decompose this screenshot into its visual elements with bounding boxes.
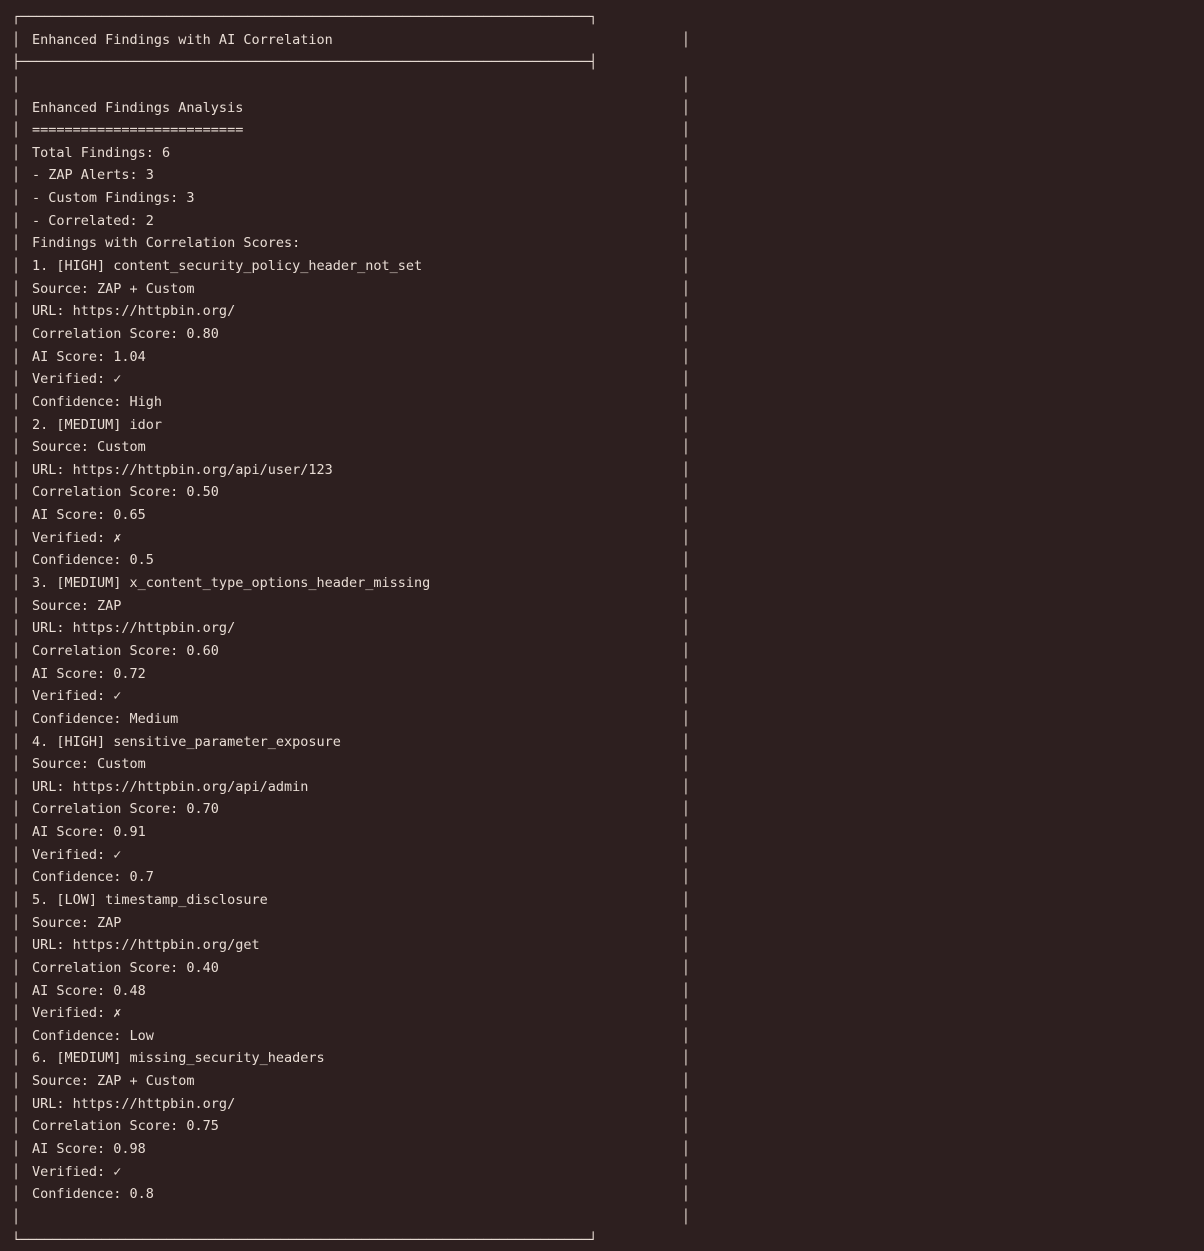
- panel-title-row: [12, 29, 690, 52]
- panel-body-row: [12, 912, 690, 935]
- panel-left-bar: │: [12, 937, 21, 954]
- panel-right-bar: │: [681, 824, 690, 841]
- panel-body-row: [12, 436, 690, 459]
- panel-body-row: [12, 481, 690, 504]
- panel-body-line: Correlation Score: 0.60: [32, 642, 219, 659]
- panel-body-line: Correlation Score: 0.50: [32, 484, 219, 501]
- panel-body-line: URL: https://httpbin.org/api/admin: [32, 778, 309, 795]
- panel-right-bar: │: [681, 1141, 690, 1158]
- panel-body-line: Correlation Score: 0.70: [32, 801, 219, 818]
- panel-right-bar: │: [681, 914, 690, 931]
- panel-right-bar: │: [681, 688, 690, 705]
- panel-body-line: Confidence: 0.7: [32, 869, 154, 886]
- panel-left-bar: │: [12, 1141, 21, 1158]
- panel-body-line: Verified: ✗: [32, 1005, 122, 1022]
- panel-left-bar: │: [12, 869, 21, 886]
- panel-body-line: Source: ZAP + Custom: [32, 1073, 195, 1090]
- panel-left-bar: │: [12, 778, 21, 795]
- panel-left-bar: │: [12, 959, 21, 976]
- panel-left-bar: │: [12, 642, 21, 659]
- panel-right-bar: │: [681, 258, 690, 275]
- panel-left-bar: │: [12, 756, 21, 773]
- panel-left-bar: │: [12, 1073, 21, 1090]
- panel-left-bar: │: [12, 439, 21, 456]
- panel-body-row: [12, 1206, 690, 1229]
- panel-right-bar: │: [681, 801, 690, 818]
- panel-left-bar: │: [12, 416, 21, 433]
- panel-left-bar: │: [12, 76, 21, 93]
- panel-body-row: [12, 414, 690, 437]
- panel-body-row: [12, 368, 690, 391]
- panel-left-bar: │: [12, 1005, 21, 1022]
- panel-body-line: - Custom Findings: 3: [32, 190, 195, 207]
- panel-body-line: 1. [HIGH] content_security_policy_header_not_set: [32, 258, 423, 275]
- panel-left-bar: │: [12, 914, 21, 931]
- panel-left-bar: │: [12, 710, 21, 727]
- panel-body-line: Confidence: 0.5: [32, 552, 154, 569]
- panel-body-line: Verified: ✓: [32, 688, 122, 705]
- panel-body-row: [12, 1093, 690, 1116]
- panel-body-row: [12, 957, 690, 980]
- panel-title: Enhanced Findings with AI Correlation: [32, 31, 333, 48]
- panel-body-line: URL: https://httpbin.org/get: [32, 937, 260, 954]
- panel-right-bar: │: [681, 665, 690, 682]
- panel-body-row: [12, 504, 690, 527]
- panel-right-bar: │: [681, 1163, 690, 1180]
- panel-right-bar: │: [681, 167, 690, 184]
- panel-left-bar: │: [12, 1095, 21, 1112]
- panel-body-row: [12, 798, 690, 821]
- panel-left-bar: │: [12, 824, 21, 841]
- panel-right-bar: │: [681, 190, 690, 207]
- panel-right-bar: │: [681, 122, 690, 139]
- panel-body-row: [12, 187, 690, 210]
- panel-right-bar: │: [681, 235, 690, 252]
- panel-left-bar: │: [12, 1027, 21, 1044]
- panel-left-bar: │: [12, 190, 21, 207]
- panel-right-bar: │: [681, 76, 690, 93]
- panel-right-bar: │: [681, 393, 690, 410]
- panel-top-border: ┌──────────────────────────────────────────────────────────────────────┐: [12, 9, 598, 25]
- panel-body-line: Confidence: Medium: [32, 710, 179, 727]
- panel-body-row: [12, 889, 690, 912]
- findings-panel: [12, 6, 690, 1251]
- panel-body-line: AI Score: 0.91: [32, 824, 146, 841]
- panel-left-bar: │: [12, 620, 21, 637]
- panel-body-line: Source: ZAP: [32, 914, 122, 931]
- panel-body-line: Source: ZAP + Custom: [32, 280, 195, 297]
- panel-right-bar: │: [681, 280, 690, 297]
- panel-left-bar: │: [12, 1163, 21, 1180]
- panel-body-line: AI Score: 1.04: [32, 348, 146, 365]
- panel-right-bar: │: [681, 575, 690, 592]
- panel-body-row: [12, 232, 690, 255]
- panel-left-bar: │: [12, 348, 21, 365]
- panel-left-bar: │: [12, 665, 21, 682]
- panel-left-bar: │: [12, 280, 21, 297]
- panel-title-separator: ├──────────────────────────────────────────────────────────────────────┤: [12, 54, 598, 71]
- panel-left-bar: │: [12, 1208, 21, 1225]
- panel-body-row: [12, 821, 690, 844]
- panel-left-bar: │: [12, 484, 21, 501]
- panel-right-bar: │: [681, 1118, 690, 1135]
- panel-body-line: Total Findings: 6: [32, 144, 171, 161]
- panel-body-line: Source: Custom: [32, 439, 146, 456]
- panel-right-bar: │: [681, 1050, 690, 1067]
- panel-body-row: [12, 934, 690, 957]
- panel-left-bar: │: [12, 212, 21, 229]
- panel-right-bar: │: [681, 642, 690, 659]
- panel-right-bar: │: [681, 507, 690, 524]
- panel-body-row: [12, 753, 690, 776]
- panel-body-row: [12, 459, 690, 482]
- panel-left-bar: │: [12, 529, 21, 546]
- panel-body-line: Correlation Score: 0.40: [32, 959, 219, 976]
- panel-left-bar: │: [12, 31, 21, 48]
- panel-body-row: [12, 164, 690, 187]
- panel-left-bar: │: [12, 461, 21, 478]
- panel-body-line: Verified: ✓: [32, 846, 122, 863]
- panel-body-row: [12, 731, 690, 754]
- panel-body-row: [12, 708, 690, 731]
- panel-right-bar: │: [681, 1095, 690, 1112]
- panel-left-bar: │: [12, 303, 21, 320]
- panel-body-row: [12, 776, 690, 799]
- panel-body-row: [12, 1115, 690, 1138]
- panel-body-line: Findings with Correlation Scores:: [32, 235, 301, 252]
- panel-body-row: [12, 97, 690, 120]
- panel-body-line: Correlation Score: 0.75: [32, 1118, 219, 1135]
- panel-body-row: [12, 1070, 690, 1093]
- panel-body-line: Correlation Score: 0.80: [32, 325, 219, 342]
- panel-right-bar: │: [681, 99, 690, 116]
- panel-right-bar: │: [681, 778, 690, 795]
- panel-right-bar: │: [681, 439, 690, 456]
- panel-body-row: [12, 980, 690, 1003]
- panel-right-bar: │: [681, 756, 690, 773]
- panel-right-bar: │: [681, 1186, 690, 1203]
- panel-body-row: [12, 663, 690, 686]
- panel-right-bar: │: [681, 1005, 690, 1022]
- panel-right-bar: │: [681, 846, 690, 863]
- panel-right-bar: │: [681, 710, 690, 727]
- panel-body-row: [12, 346, 690, 369]
- panel-body-line: URL: https://httpbin.org/: [32, 620, 236, 637]
- panel-body: [12, 74, 690, 1229]
- panel-body-line: Source: Custom: [32, 756, 146, 773]
- panel-body-line: Verified: ✗: [32, 529, 122, 546]
- panel-left-bar: │: [12, 846, 21, 863]
- panel-left-bar: │: [12, 688, 21, 705]
- panel-body-line: URL: https://httpbin.org/: [32, 303, 236, 320]
- panel-body-line: Confidence: 0.8: [32, 1186, 154, 1203]
- panel-left-bar: │: [12, 597, 21, 614]
- panel-body-line: 4. [HIGH] sensitive_parameter_exposure: [32, 733, 341, 750]
- panel-left-bar: │: [12, 258, 21, 275]
- panel-body-line: Confidence: Low: [32, 1027, 154, 1044]
- panel-right-bar: │: [681, 597, 690, 614]
- panel-body-row: [12, 844, 690, 867]
- panel-body-row: [12, 119, 690, 142]
- panel-right-bar: │: [681, 348, 690, 365]
- panel-right-bar: │: [681, 937, 690, 954]
- panel-body-line: URL: https://httpbin.org/: [32, 1095, 236, 1112]
- panel-left-bar: │: [12, 325, 21, 342]
- panel-right-bar: │: [681, 620, 690, 637]
- panel-right-bar: │: [681, 529, 690, 546]
- panel-body-row: [12, 142, 690, 165]
- panel-left-bar: │: [12, 144, 21, 161]
- panel-right-bar: │: [681, 484, 690, 501]
- panel-body-row: [12, 527, 690, 550]
- panel-right-bar: │: [681, 552, 690, 569]
- panel-body-row: [12, 866, 690, 889]
- panel-left-bar: │: [12, 167, 21, 184]
- panel-body-row: [12, 1138, 690, 1161]
- panel-body-row: [12, 640, 690, 663]
- panel-left-bar: │: [12, 371, 21, 388]
- panel-body-line: 5. [LOW] timestamp_disclosure: [32, 891, 268, 908]
- panel-right-bar: │: [681, 461, 690, 478]
- panel-body-row: [12, 595, 690, 618]
- panel-right-bar: │: [681, 371, 690, 388]
- panel-body-row: [12, 572, 690, 595]
- panel-body-line: URL: https://httpbin.org/api/user/123: [32, 461, 333, 478]
- panel-left-bar: │: [12, 733, 21, 750]
- panel-right-bar: │: [681, 325, 690, 342]
- panel-body-line: 3. [MEDIUM] x_content_type_options_header_missing: [32, 575, 431, 592]
- panel-left-bar: │: [12, 1050, 21, 1067]
- panel-right-bar: │: [681, 1208, 690, 1225]
- panel-body-line: AI Score: 0.65: [32, 507, 146, 524]
- panel-left-bar: │: [12, 552, 21, 569]
- panel-right-bar: │: [681, 303, 690, 320]
- panel-body-row: [12, 549, 690, 572]
- panel-body-row: [12, 300, 690, 323]
- panel-right-bar: │: [681, 31, 690, 48]
- panel-right-bar: │: [681, 1073, 690, 1090]
- panel-right-bar: │: [681, 733, 690, 750]
- panel-body-line: Verified: ✓: [32, 1163, 122, 1180]
- panel-body-line: Verified: ✓: [32, 371, 122, 388]
- panel-body-line: - Correlated: 2: [32, 212, 154, 229]
- panel-left-bar: │: [12, 507, 21, 524]
- panel-left-bar: │: [12, 235, 21, 252]
- panel-body-row: [12, 278, 690, 301]
- panel-left-bar: │: [12, 1118, 21, 1135]
- panel-right-bar: │: [681, 416, 690, 433]
- panel-body-row: [12, 74, 690, 97]
- panel-right-bar: │: [681, 959, 690, 976]
- panel-left-bar: │: [12, 801, 21, 818]
- panel-body-row: [12, 210, 690, 233]
- panel-body-row: [12, 1025, 690, 1048]
- panel-body-row: [12, 1161, 690, 1184]
- panel-body-line: ==========================: [32, 122, 244, 139]
- panel-left-bar: │: [12, 982, 21, 999]
- panel-body-row: [12, 323, 690, 346]
- panel-body-row: [12, 255, 690, 278]
- panel-body-row: [12, 391, 690, 414]
- panel-body-line: Enhanced Findings Analysis: [32, 99, 244, 116]
- panel-left-bar: │: [12, 575, 21, 592]
- panel-body-line: Source: ZAP: [32, 597, 122, 614]
- panel-left-bar: │: [12, 122, 21, 139]
- panel-right-bar: │: [681, 144, 690, 161]
- panel-body-line: AI Score: 0.72: [32, 665, 146, 682]
- panel-body-line: 2. [MEDIUM] idor: [32, 416, 163, 433]
- panel-left-bar: │: [12, 99, 21, 116]
- panel-left-bar: │: [12, 891, 21, 908]
- panel-right-bar: │: [681, 891, 690, 908]
- panel-right-bar: │: [681, 1027, 690, 1044]
- panel-body-line: Confidence: High: [32, 393, 163, 410]
- panel-body-line: AI Score: 0.98: [32, 1141, 146, 1158]
- panel-right-bar: │: [681, 212, 690, 229]
- panel-right-bar: │: [681, 982, 690, 999]
- panel-left-bar: │: [12, 1186, 21, 1203]
- panel-right-bar: │: [681, 869, 690, 886]
- panel-body-line: - ZAP Alerts: 3: [32, 167, 154, 184]
- panel-body-line: AI Score: 0.48: [32, 982, 146, 999]
- panel-body-row: [12, 685, 690, 708]
- panel-body-row: [12, 1183, 690, 1206]
- panel-body-row: [12, 1047, 690, 1070]
- panel-body-row: [12, 617, 690, 640]
- panel-body-line: 6. [MEDIUM] missing_security_headers: [32, 1050, 325, 1067]
- panel-bottom-border: └──────────────────────────────────────────────────────────────────────┘: [12, 1231, 598, 1248]
- panel-left-bar: │: [12, 393, 21, 410]
- panel-body-row: [12, 1002, 690, 1025]
